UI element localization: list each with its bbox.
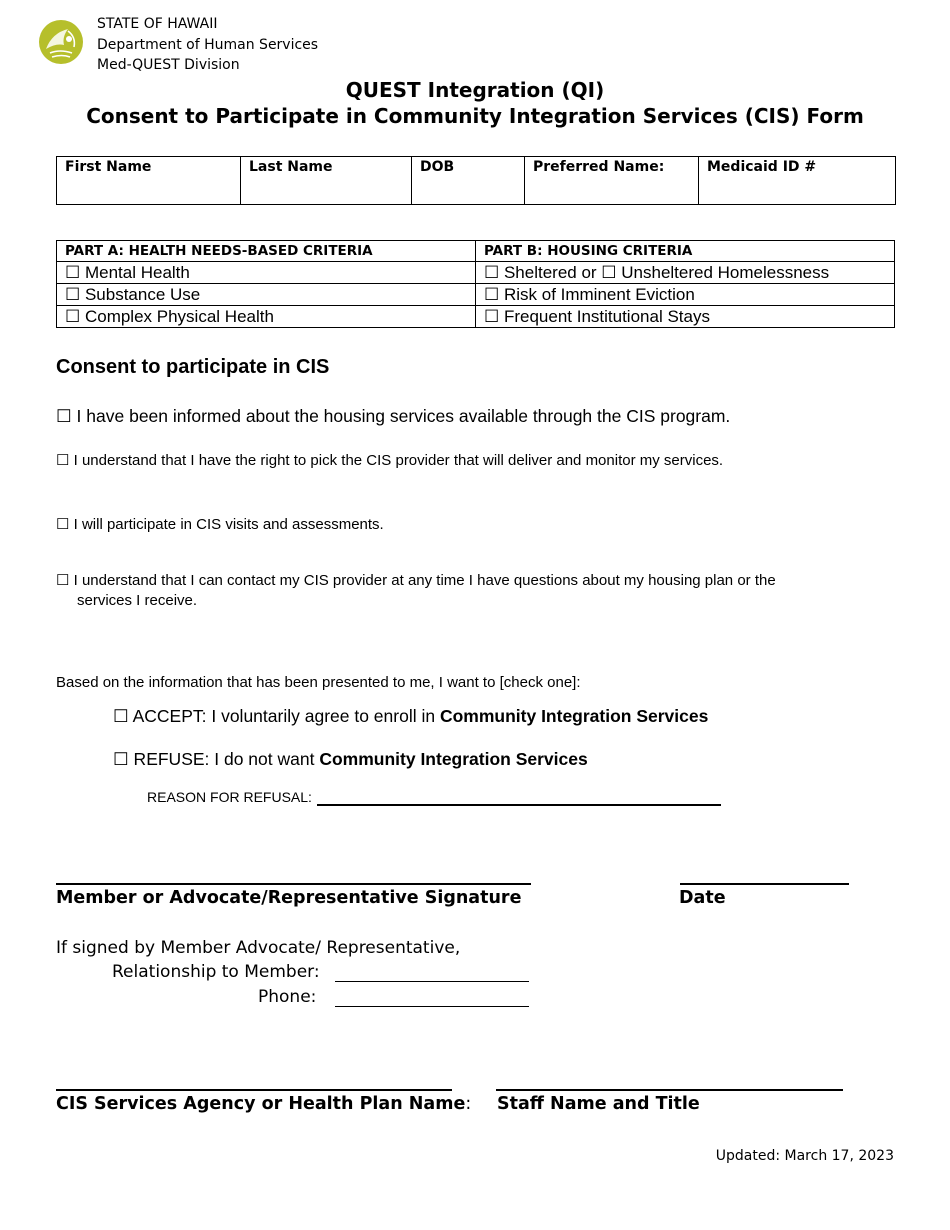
criteria-substance-use[interactable]: ☐ Substance Use — [57, 284, 476, 306]
preferred-name-label: Preferred Name: — [533, 159, 665, 175]
member-signature-label: Member or Advocate/Representative Signature — [56, 888, 522, 908]
agency-division: Med-QUEST Division — [97, 57, 240, 73]
phone-label: Phone: — [258, 987, 317, 1007]
dob-field[interactable] — [412, 157, 525, 205]
member-info-table — [56, 156, 896, 205]
criteria-institutional-stays[interactable]: ☐ Frequent Institutional Stays — [476, 306, 895, 328]
criteria-table — [56, 240, 895, 328]
agency-department: Department of Human Services — [97, 37, 319, 53]
criteria-mental-health[interactable]: ☐ Mental Health — [57, 262, 476, 284]
relationship-input-line[interactable] — [335, 981, 529, 982]
consent-contact-provider-checkbox[interactable]: ☐ I understand that I can contact my CIS provider at any time I have questions about my housing plan or the — [56, 572, 776, 589]
medicaid-id-field[interactable] — [699, 157, 896, 205]
accept-checkbox[interactable] — [113, 706, 708, 727]
refuse-text: ☐ REFUSE: I do not want — [113, 749, 320, 769]
consent-heading: Consent to participate in CIS — [56, 356, 330, 378]
accept-program-name: Community Integration Services — [439, 706, 709, 726]
part-b-header: PART B: HOUSING CRITERIA — [476, 241, 895, 262]
last-name-label: Last Name — [249, 159, 333, 175]
part-a-header: PART A: HEALTH NEEDS-BASED CRITERIA — [57, 241, 476, 262]
refusal-reason-input-line[interactable] — [317, 804, 721, 806]
agency-name-label — [56, 1094, 471, 1114]
agency-name-colon: : — [465, 1094, 472, 1114]
relationship-label: Relationship to Member: — [112, 962, 320, 982]
date-label: Date — [679, 888, 726, 908]
refuse-program-name: Community Integration Services — [319, 749, 588, 769]
first-name-label: First Name — [65, 159, 152, 175]
staff-name-label: Staff Name and Title — [497, 1094, 700, 1114]
first-name-field[interactable] — [57, 157, 241, 205]
member-signature-line[interactable] — [56, 883, 531, 885]
staff-name-line[interactable] — [496, 1089, 843, 1091]
updated-date: Updated: March 17, 2023 — [715, 1148, 894, 1164]
date-line[interactable] — [680, 883, 849, 885]
agency-name-line[interactable] — [56, 1089, 452, 1091]
form-title-line2: Consent to Participate in Community Integration Services (CIS) Form — [86, 104, 864, 128]
criteria-complex-physical-health[interactable]: ☐ Complex Physical Health — [57, 306, 476, 328]
accept-text: ☐ ACCEPT: I voluntarily agree to enroll in — [113, 706, 440, 726]
rep-intro: If signed by Member Advocate/ Representative, — [56, 938, 461, 958]
phone-input-line[interactable] — [335, 1006, 529, 1007]
criteria-imminent-eviction[interactable]: ☐ Risk of Imminent Eviction — [476, 284, 895, 306]
last-name-field[interactable] — [241, 157, 412, 205]
consent-contact-provider-continued: services I receive. — [77, 592, 198, 609]
medicaid-id-label: Medicaid ID # — [707, 159, 817, 175]
agency-state: STATE OF HAWAII — [97, 16, 218, 32]
criteria-homelessness[interactable]: ☐ Sheltered or ☐ Unsheltered Homelessness — [476, 262, 895, 284]
hawaii-state-seal-logo — [38, 19, 84, 65]
form-title-line1: QUEST Integration (QI) — [345, 78, 605, 102]
choice-intro: Based on the information that has been presented to me, I want to [check one]: — [56, 674, 581, 691]
preferred-name-field[interactable] — [525, 157, 699, 205]
dob-label: DOB — [420, 159, 455, 175]
refuse-checkbox[interactable] — [113, 749, 588, 770]
consent-participate-checkbox[interactable]: ☐ I will participate in CIS visits and assessments. — [56, 516, 384, 533]
refusal-reason-label: REASON FOR REFUSAL: — [147, 789, 312, 805]
consent-informed-checkbox[interactable]: ☐ I have been informed about the housing services available through the CIS program. — [56, 406, 731, 426]
agency-name-text: CIS Services Agency or Health Plan Name — [56, 1094, 466, 1114]
consent-pick-provider-checkbox[interactable]: ☐ I understand that I have the right to pick the CIS provider that will deliver and monitor my services. — [56, 452, 724, 469]
